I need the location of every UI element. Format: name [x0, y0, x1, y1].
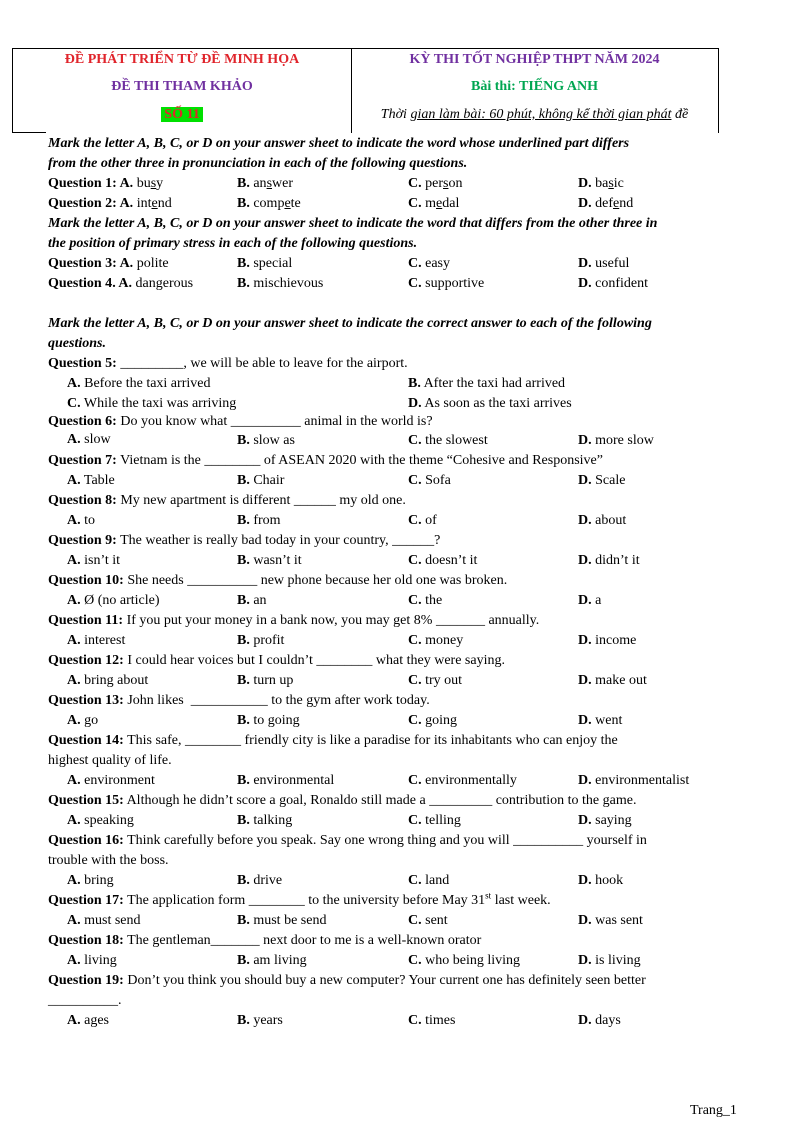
q15-option-b: B. talking: [237, 813, 293, 828]
q11-option-c: C. money: [408, 633, 464, 648]
q7-option-b: B. Chair: [237, 473, 285, 488]
q11-option-a: A. interest: [67, 633, 126, 648]
q10-option-b: B. an: [237, 593, 267, 608]
q2-option-c: C. medal: [408, 196, 460, 211]
q18-stem: Question 18: The gentleman_______ next door to me is a well-known orator: [48, 933, 482, 948]
q4-option-d: D. confident: [578, 276, 648, 291]
q7-option-a: A. Table: [67, 473, 115, 488]
q9-option-b: B. wasn’t it: [237, 553, 302, 568]
section3-instruction-line2: questions.: [48, 336, 106, 351]
q4-option-c: C. supportive: [408, 276, 485, 291]
header-right-cell: [351, 49, 718, 133]
q19-option-c: C. times: [408, 1013, 456, 1028]
q15-option-c: C. telling: [408, 813, 461, 828]
q3-option-b: B. special: [237, 256, 293, 271]
q8-option-d: D. about: [578, 513, 627, 528]
q13-option-b: B. to going: [237, 713, 300, 728]
q18-option-b: B. am living: [237, 953, 307, 968]
q15-option-d: D. saying: [578, 813, 632, 828]
q17-option-d: D. was sent: [578, 913, 643, 928]
q9-option-c: C. doesn’t it: [408, 553, 478, 568]
q10-option-c: C. the: [408, 593, 443, 608]
q14-option-b: B. environmental: [237, 773, 335, 788]
time-note-post: đề: [671, 107, 689, 122]
q19-option-b: B. years: [237, 1013, 283, 1028]
q2-option-b: B. compete: [237, 196, 301, 211]
q14-option-c: C. environmentally: [408, 773, 517, 788]
q17-option-b: B. must be send: [237, 913, 327, 928]
q12-option-b: B. turn up: [237, 673, 294, 688]
q3-option-d: D. useful: [578, 256, 630, 271]
q1-option-a: Question 1: A. busy: [48, 176, 164, 191]
q14-stem: Question 14: This safe, ________ friendly city is like a paradise for its inhabitants who can enjoy the: [48, 733, 618, 748]
header-exam-name: KỲ THI TỐT NGHIỆP THPT NĂM 2024: [409, 52, 660, 67]
header-divider: [12, 132, 46, 133]
q16-option-b: B. drive: [237, 873, 283, 888]
time-note-underlined: gian làm bài: 60 phút, không kể thời gian phát: [410, 107, 672, 122]
section3-instruction-line1: Mark the letter A, B, C, or D on your answer sheet to indicate the correct answer to each of the following: [48, 316, 652, 331]
q8-option-b: B. from: [237, 513, 281, 528]
q14-option-d: D. environmentalist: [578, 773, 690, 788]
q12-stem: Question 12: I could hear voices but I couldn’t ________ what they were saying.: [48, 653, 505, 668]
q16-option-c: C. land: [408, 873, 450, 888]
q12-option-d: D. make out: [578, 673, 647, 688]
q18-option-a: A. living: [67, 953, 117, 968]
q6-option-c: C. the slowest: [408, 433, 488, 448]
q17-option-a: A. must send: [67, 913, 141, 928]
q8-stem: Question 8: My new apartment is different ______ my old one.: [48, 493, 406, 508]
q16-stem: Question 16: Think carefully before you speak. Say one wrong thing and you will __________ yourself in: [48, 833, 647, 848]
q2-option-a: Question 2: A. intend: [48, 196, 172, 211]
q14-stem-cont: highest quality of life.: [48, 753, 172, 768]
q10-option-d: D. a: [578, 593, 602, 608]
q15-stem: Question 15: Although he didn’t score a goal, Ronaldo still made a _________ contribution to the game.: [48, 793, 637, 808]
section1-instruction-line2: from the other three in pronunciation in each of the following questions.: [48, 156, 468, 171]
q4-option-a: Question 4. A. dangerous: [48, 276, 194, 291]
q18-option-c: C. who being living: [408, 953, 521, 968]
header-exam-number: [13, 106, 351, 124]
q9-stem: Question 9: The weather is really bad today in your country, ______?: [48, 533, 441, 548]
q10-option-a: A. Ø (no article): [67, 593, 160, 608]
q5-option-c: C. While the taxi was arriving: [67, 396, 237, 411]
q15-option-a: A. speaking: [67, 813, 134, 828]
q18-option-d: D. is living: [578, 953, 641, 968]
q5-option-d: D. As soon as the taxi arrives: [408, 396, 572, 411]
q3-option-c: C. easy: [408, 256, 451, 271]
q2-option-d: D. defend: [578, 196, 634, 211]
q6-stem: Question 6: Do you know what __________ animal in the world is?: [48, 414, 433, 429]
q9-option-d: D. didn’t it: [578, 553, 640, 568]
q5-option-b: B. After the taxi had arrived: [408, 376, 566, 391]
section2-instruction-line1: Mark the letter A, B, C, or D on your answer sheet to indicate the word that differs from the other three in: [48, 216, 658, 231]
header-time-note: [351, 106, 718, 124]
q14-option-a: A. environment: [67, 773, 155, 788]
exam-header: [12, 48, 719, 133]
q13-option-a: A. go: [67, 713, 99, 728]
header-exam-type: ĐỀ THI THAM KHẢO: [111, 79, 253, 94]
q4-option-b: B. mischievous: [237, 276, 324, 291]
q13-option-c: C. going: [408, 713, 458, 728]
header-left-cell: [12, 49, 352, 133]
header-subject: Bài thi: TIẾNG ANH: [471, 79, 598, 94]
q7-option-d: D. Scale: [578, 473, 626, 488]
q19-stem: Question 19: Don’t you think you should buy a new computer? Your current one has definitely seen better: [48, 973, 646, 988]
q8-option-c: C. of: [408, 513, 437, 528]
q17-stem: Question 17: The application form ________ to the university before May 31st last week.: [48, 890, 551, 908]
section2-instruction-line2: the position of primary stress in each of the following questions.: [48, 236, 418, 251]
q5-option-a: A. Before the taxi arrived: [67, 376, 211, 391]
q11-stem: Question 11: If you put your money in a bank now, you may get 8% _______ annually.: [48, 613, 540, 628]
page-number: Trang_1: [690, 1103, 737, 1118]
q12-option-c: C. try out: [408, 673, 463, 688]
exam-number-badge: SỐ 11: [161, 107, 202, 122]
q11-option-b: B. profit: [237, 633, 285, 648]
q13-stem: Question 13: John likes ___________ to the gym after work today.: [48, 693, 430, 708]
q11-option-d: D. income: [578, 633, 637, 648]
section1-instruction-line1: Mark the letter A, B, C, or D on your answer sheet to indicate the word whose underlined part differs: [48, 136, 630, 151]
q13-option-d: D. went: [578, 713, 623, 728]
q16-option-a: A. bring: [67, 873, 114, 888]
q7-option-c: C. Sofa: [408, 473, 451, 488]
time-note-pre: Thời: [380, 107, 411, 122]
q5-stem: Question 5: _________, we will be able to leave for the airport.: [48, 356, 408, 371]
q6-option-b: B. slow as: [237, 433, 295, 448]
q16-option-d: D. hook: [578, 873, 624, 888]
q16-stem-cont: trouble with the boss.: [48, 853, 169, 868]
q1-option-b: B. answer: [237, 176, 294, 191]
q10-stem: Question 10: She needs __________ new phone because her old one was broken.: [48, 573, 508, 588]
q7-stem: Question 7: Vietnam is the ________ of ASEAN 2020 with the theme “Cohesive and Responsive”: [48, 453, 603, 468]
q19-option-a: A. ages: [67, 1013, 110, 1028]
q19-stem-cont: __________.: [48, 993, 122, 1008]
header-title-source: ĐỀ PHÁT TRIỂN TỪ ĐỀ MINH HỌA: [64, 52, 300, 67]
q3-option-a: Question 3: A. polite: [48, 256, 169, 271]
q9-option-a: A. isn’t it: [67, 553, 121, 568]
q1-option-c: C. person: [408, 176, 463, 191]
q1-option-d: D. basic: [578, 176, 624, 191]
q17-option-c: C. sent: [408, 913, 448, 928]
q12-option-a: A. bring about: [67, 673, 149, 688]
q19-option-d: D. days: [578, 1013, 621, 1028]
q6-option-a: A. slow: [67, 432, 111, 447]
q6-option-d: D. more slow: [578, 433, 654, 448]
q8-option-a: A. to: [67, 513, 96, 528]
